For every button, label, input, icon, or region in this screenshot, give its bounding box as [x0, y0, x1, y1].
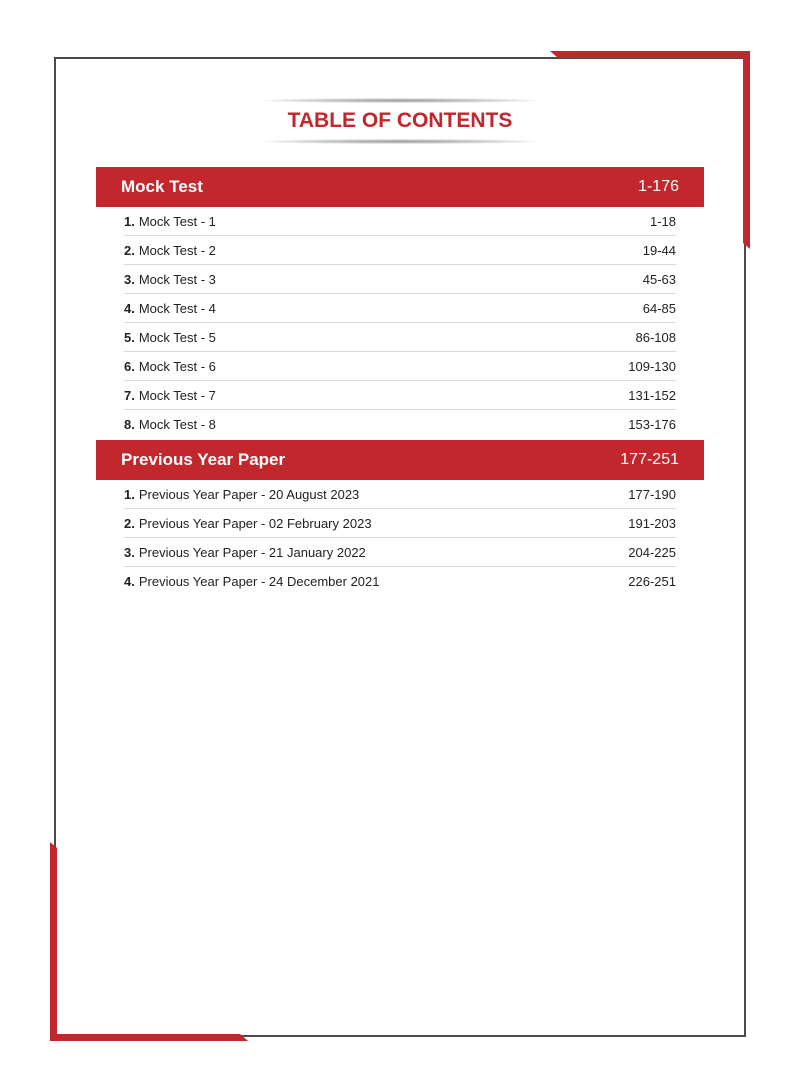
page-title: TABLE OF CONTENTS — [287, 109, 513, 132]
entry-page-range: 226-251 — [628, 574, 676, 589]
entry-number: 4. — [124, 574, 135, 589]
toc-title-block — [262, 98, 538, 146]
entry-page-range: 86-108 — [635, 329, 676, 345]
entry-number: 1. — [124, 486, 135, 502]
entry-page-range: 131-152 — [628, 387, 676, 403]
section-page-range: 1-176 — [638, 178, 679, 195]
entry-page-range: 177-190 — [628, 486, 676, 502]
entry-number: 5. — [124, 329, 135, 345]
entry-number: 2. — [124, 242, 135, 258]
entry-label: Mock Test - 1 — [138, 213, 216, 229]
top-right-accent-vertical — [743, 51, 750, 249]
entry-label: Mock Test - 6 — [138, 358, 216, 374]
entry-label: Mock Test - 8 — [138, 417, 216, 432]
toc-entry[interactable] — [124, 381, 676, 410]
title-top-rule — [262, 98, 538, 103]
toc-section-previous-year-paper — [96, 440, 704, 596]
entry-number: 8. — [124, 417, 135, 432]
toc-entry[interactable] — [124, 480, 676, 509]
toc-entry[interactable] — [124, 207, 676, 236]
entry-page-range: 19-44 — [642, 242, 676, 258]
toc-entry[interactable] — [124, 323, 676, 352]
entry-label: Mock Test - 5 — [138, 329, 216, 345]
title-bottom-rule — [262, 139, 538, 144]
toc-entry-list — [124, 480, 676, 596]
toc-entry[interactable] — [124, 567, 676, 596]
entry-number: 3. — [124, 544, 135, 560]
entry-page-range: 45-63 — [642, 271, 676, 287]
toc-entry-list — [124, 207, 676, 439]
toc-entry[interactable] — [124, 538, 676, 567]
entry-page-range: 153-176 — [628, 417, 676, 432]
toc-entry[interactable] — [124, 294, 676, 323]
entry-label: Previous Year Paper - 02 February 2023 — [138, 515, 372, 531]
entry-number: 7. — [124, 387, 135, 403]
entry-number: 4. — [124, 300, 135, 316]
entry-page-range: 191-203 — [628, 515, 676, 531]
toc-entry[interactable] — [124, 236, 676, 265]
entry-label: Mock Test - 2 — [138, 242, 216, 258]
entry-label: Mock Test - 4 — [138, 300, 216, 316]
toc-entry[interactable] — [124, 265, 676, 294]
entry-page-range: 1-18 — [649, 213, 676, 229]
bottom-left-accent-vertical — [50, 842, 57, 1041]
section-title: Previous Year Paper — [121, 450, 286, 469]
toc-entry[interactable] — [124, 410, 676, 439]
section-title: Mock Test — [121, 177, 203, 196]
entry-page-range: 204-225 — [628, 544, 676, 560]
entry-label: Previous Year Paper - 20 August 2023 — [138, 486, 360, 502]
toc-entry[interactable] — [124, 509, 676, 538]
entry-page-range: 109-130 — [628, 358, 676, 374]
section-page-range: 177-251 — [620, 451, 679, 468]
toc-section-mock-test — [96, 167, 704, 439]
bottom-left-accent-horizontal — [50, 1034, 248, 1041]
section-header[interactable] — [96, 440, 704, 480]
entry-label: Mock Test - 3 — [138, 271, 216, 287]
entry-number: 6. — [124, 358, 135, 374]
entry-label: Mock Test - 7 — [138, 387, 216, 403]
entry-label: Previous Year Paper - 21 January 2022 — [138, 544, 366, 560]
section-header[interactable] — [96, 167, 704, 207]
toc-entry[interactable] — [124, 352, 676, 381]
top-right-accent-horizontal — [550, 51, 750, 58]
entry-label: Previous Year Paper - 24 December 2021 — [138, 574, 380, 589]
entry-number: 2. — [124, 515, 135, 531]
entry-page-range: 64-85 — [642, 300, 676, 316]
entry-number: 1. — [124, 213, 135, 229]
entry-number: 3. — [124, 271, 135, 287]
